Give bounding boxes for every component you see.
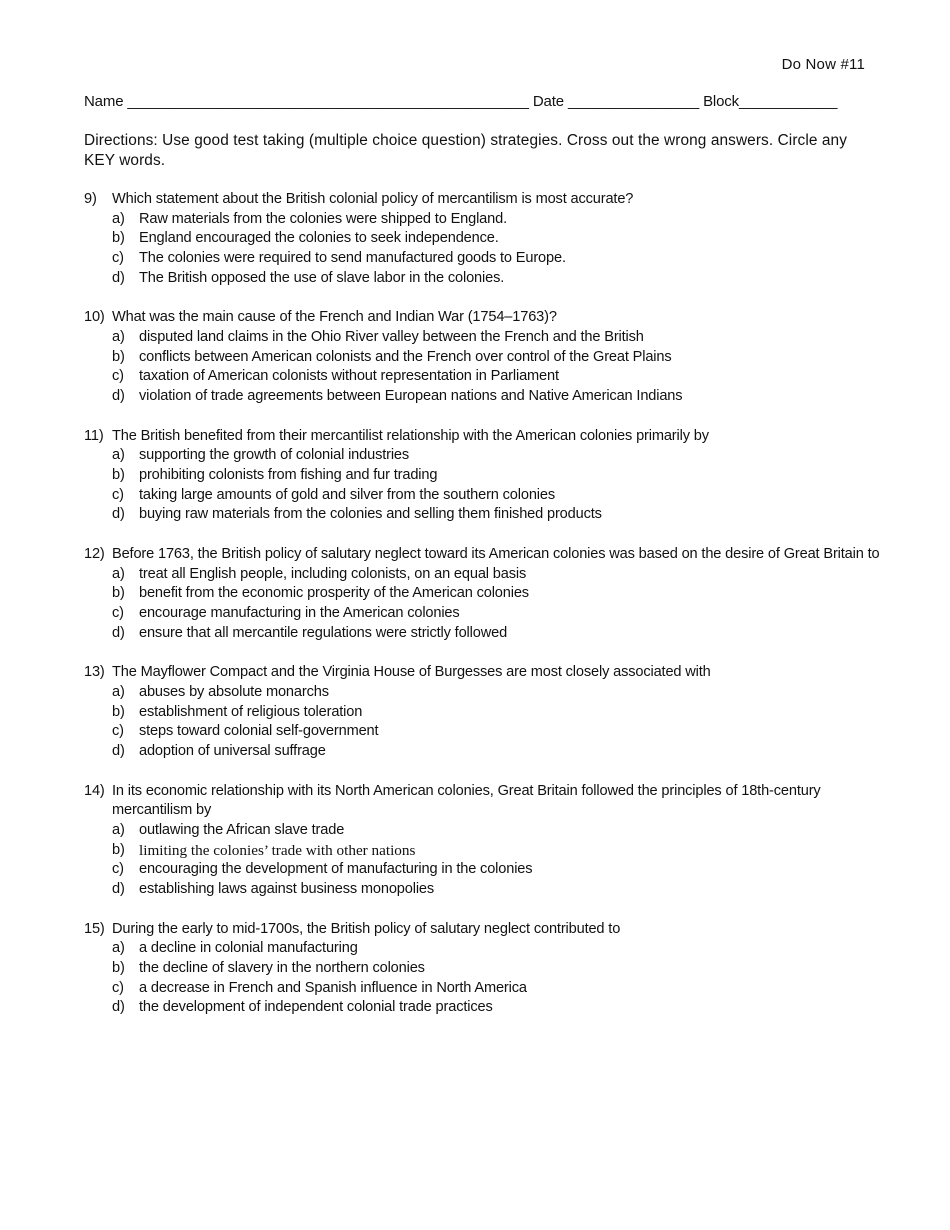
question-stem <box>84 920 884 940</box>
answer-choice <box>84 722 884 742</box>
choice-letter: c) <box>112 486 124 503</box>
question-number: 12) <box>84 545 105 562</box>
answer-choice <box>84 979 884 999</box>
choice-letter: b) <box>112 230 125 247</box>
choice-letter: d) <box>112 743 125 760</box>
choice-text: taxation of American colonists without representation in Parliament <box>139 368 559 385</box>
choice-text: The colonies were required to send manufactured goods to Europe. <box>139 250 566 267</box>
choice-text: treat all English people, including colonists, on an equal basis <box>139 565 527 582</box>
choice-letter: a) <box>112 329 125 346</box>
choice-letter: d) <box>112 506 125 523</box>
choice-letter: c) <box>112 250 124 267</box>
question-text: In its economic relationship with its North American colonies, Great Britain followed the principles of 18th-century mercantilism by <box>112 782 821 819</box>
choice-text: taking large amounts of gold and silver from the southern colonies <box>139 486 555 503</box>
answer-choice <box>84 387 884 407</box>
choice-text: supporting the growth of colonial industries <box>139 447 410 464</box>
answer-choice <box>84 584 884 604</box>
question-stem <box>84 190 884 210</box>
question-number: 14) <box>84 782 105 799</box>
choice-letter: b) <box>112 959 125 976</box>
choice-letter: b) <box>112 348 125 365</box>
answer-choice <box>84 860 884 880</box>
question-item <box>84 190 884 289</box>
choice-text: disputed land claims in the Ohio River valley between the French and the British <box>139 329 644 346</box>
answer-choice <box>84 249 884 269</box>
answer-choice <box>84 328 884 348</box>
choice-text: violation of trade agreements between European nations and Native American Indians <box>139 388 683 405</box>
question-number: 9) <box>84 191 97 207</box>
choice-text: establishment of religious toleration <box>139 703 363 720</box>
choice-text: the development of independent colonial trade practices <box>139 999 493 1016</box>
question-item <box>84 545 884 644</box>
choice-text: outlawing the African slave trade <box>139 821 345 838</box>
question-number: 15) <box>84 920 105 937</box>
choice-text: a decline in colonial manufacturing <box>139 940 358 957</box>
choice-letter: a) <box>112 940 125 957</box>
answer-choice <box>84 505 884 525</box>
choice-letter: c) <box>112 861 124 878</box>
choice-letter: a) <box>112 210 125 227</box>
question-stem <box>84 782 884 821</box>
choice-letter: a) <box>112 565 125 582</box>
answer-choice <box>84 348 884 368</box>
choice-letter: d) <box>112 881 125 898</box>
choice-text: encouraging the development of manufacturing in the colonies <box>139 861 533 878</box>
answer-choice <box>84 446 884 466</box>
question-text: The British benefited from their mercantilist relationship with the American colonies primarily by <box>112 427 709 444</box>
question-list <box>84 190 884 1038</box>
choice-text: limiting the colonies’ trade with other nations <box>139 841 416 859</box>
choice-letter: c) <box>112 605 124 622</box>
choice-letter: c) <box>112 979 124 996</box>
answer-choice <box>84 367 884 387</box>
choice-letter: d) <box>112 999 125 1016</box>
answer-choice <box>84 959 884 979</box>
answer-choice <box>84 624 884 644</box>
question-item <box>84 782 884 900</box>
choice-text: England encouraged the colonies to seek independence. <box>139 230 499 247</box>
choice-letter: a) <box>112 447 125 464</box>
choice-letter: b) <box>112 841 125 858</box>
choice-text: adoption of universal suffrage <box>139 743 326 760</box>
question-item <box>84 427 884 526</box>
answer-choice <box>84 742 884 762</box>
choice-text: The British opposed the use of slave labor in the colonies. <box>139 269 505 286</box>
answer-choice <box>84 939 884 959</box>
choice-letter: b) <box>112 703 125 720</box>
name-date-block-line: Name _________________________________________________ Date ________________ Block____________ <box>84 93 838 110</box>
choice-text: steps toward colonial self-government <box>139 723 379 740</box>
question-item <box>84 920 884 1019</box>
question-number: 11) <box>84 427 104 444</box>
question-number: 13) <box>84 664 105 681</box>
answer-choice <box>84 229 884 249</box>
choice-letter: b) <box>112 585 125 602</box>
question-item <box>84 308 884 407</box>
answer-choice <box>84 210 884 230</box>
choice-letter: d) <box>112 624 125 641</box>
question-stem <box>84 663 884 683</box>
answer-choice <box>84 880 884 900</box>
choice-letter: b) <box>112 467 125 484</box>
choice-letter: d) <box>112 388 125 405</box>
choice-letter: c) <box>112 368 124 385</box>
question-stem <box>84 308 884 328</box>
answer-choice <box>84 703 884 723</box>
answer-choice <box>84 683 884 703</box>
question-text: Which statement about the British colonial policy of mercantilism is most accurate? <box>112 191 634 207</box>
answer-choice <box>84 604 884 624</box>
choice-text: benefit from the economic prosperity of the American colonies <box>139 585 529 602</box>
answer-choice <box>84 269 884 289</box>
choice-text: the decline of slavery in the northern colonies <box>139 959 425 976</box>
question-stem <box>84 427 884 447</box>
answer-choice <box>84 486 884 506</box>
answer-choice <box>84 565 884 585</box>
choice-text: conflicts between American colonists and the French over control of the Great Plains <box>139 348 672 365</box>
question-text: The Mayflower Compact and the Virginia House of Burgesses are most closely associated with <box>112 664 711 681</box>
directions-text: Directions: Use good test taking (multiple choice question) strategies. Cross out the wrong answers. Circle any KEY words. <box>84 132 848 169</box>
question-number: 10) <box>84 309 105 326</box>
choice-text: abuses by absolute monarchs <box>139 683 329 700</box>
choice-text: buying raw materials from the colonies and selling them finished products <box>139 506 602 523</box>
choice-letter: a) <box>112 683 125 700</box>
answer-choice <box>84 841 884 861</box>
answer-choice <box>84 821 884 841</box>
answer-choice <box>84 466 884 486</box>
choice-text: Raw materials from the colonies were shipped to England. <box>139 210 507 227</box>
question-item <box>84 663 884 762</box>
answer-choice <box>84 998 884 1018</box>
choice-letter: d) <box>112 269 125 286</box>
choice-text: prohibiting colonists from fishing and fur trading <box>139 467 438 484</box>
choice-text: encourage manufacturing in the American colonies <box>139 605 460 622</box>
choice-text: ensure that all mercantile regulations were strictly followed <box>139 624 508 641</box>
choice-letter: c) <box>112 723 124 740</box>
question-text: During the early to mid-1700s, the British policy of salutary neglect contributed to <box>112 920 621 937</box>
question-text: What was the main cause of the French and Indian War (1754–1763)? <box>112 309 557 326</box>
choice-text: a decrease in French and Spanish influence in North America <box>139 979 527 996</box>
question-stem <box>84 545 884 565</box>
choice-text: establishing laws against business monopolies <box>139 881 435 898</box>
page-title: Do Now #11 <box>781 56 865 73</box>
question-text: Before 1763, the British policy of salutary neglect toward its American colonies was based on the desire of Great Britain to <box>112 545 880 562</box>
choice-letter: a) <box>112 821 125 838</box>
